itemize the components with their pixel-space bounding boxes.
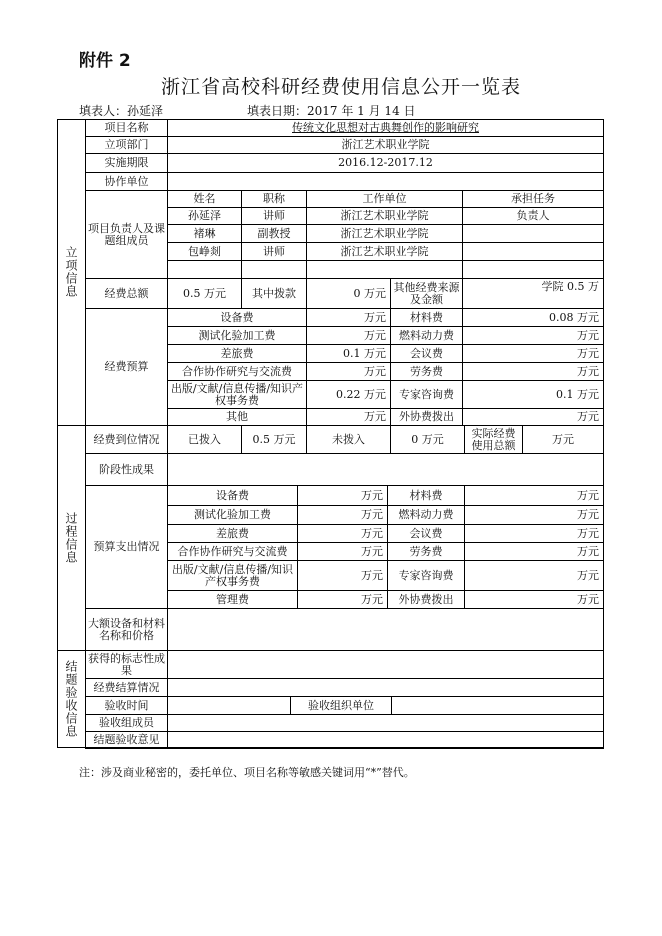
spend-item: 合作协作研究与交流费: [168, 543, 298, 561]
budget-item: 测试化验加工费: [168, 327, 307, 345]
budget-item: 出版/文献/信息传播/知识产权事务费: [168, 381, 307, 409]
label: 结题验收意见: [86, 732, 168, 749]
spend-item: 差旅费: [168, 525, 298, 543]
label: 实际经费使用总额: [465, 426, 523, 454]
label: 协作单位: [86, 173, 168, 191]
section-label: 过程信息: [64, 511, 78, 564]
budget-value: 万元: [307, 327, 391, 345]
label: 未拨入: [307, 426, 391, 454]
section-label: 结题验收信息: [64, 660, 78, 738]
spend-value: 万元: [298, 591, 388, 609]
stage-table: [85, 453, 604, 486]
other-source-value: 学院 0.5 万: [463, 279, 604, 309]
budget-value: 万元: [463, 327, 604, 345]
members-value: [168, 715, 604, 732]
label: 已拨入: [168, 426, 242, 454]
spend-value: 万元: [298, 561, 388, 591]
member-unit: 浙江艺术职业学院: [307, 243, 463, 261]
spend-value: 万元: [465, 543, 604, 561]
label: 实施期限: [86, 154, 168, 173]
spend-item: 专家咨询费: [388, 561, 465, 591]
spend-value: 万元: [465, 525, 604, 543]
label: 获得的标志性成果: [86, 651, 168, 679]
member-title: 讲师: [242, 243, 307, 261]
closing-table: [85, 650, 604, 749]
label: 预算支出情况: [86, 486, 168, 609]
form-body: [85, 119, 604, 749]
member-task: 负责人: [463, 208, 604, 225]
budget-item: 燃料动力费: [391, 327, 463, 345]
member-name: 褚琳: [168, 225, 242, 243]
notin-value: 0 万元: [391, 426, 465, 454]
spend-table: [85, 485, 604, 609]
budget-value: 0.1 万元: [307, 345, 391, 363]
fill-date: 填表日期：2017 年 1 月 14 日: [247, 104, 416, 118]
member-unit: 浙江艺术职业学院: [307, 225, 463, 243]
budget-value: 万元: [307, 309, 391, 327]
dept-value: 浙江艺术职业学院: [168, 137, 604, 154]
label: 经费到位情况: [86, 426, 168, 454]
col-header: 承担任务: [463, 191, 604, 208]
cell: [168, 261, 242, 279]
spend-value: 万元: [298, 486, 388, 506]
large-items-value: [168, 609, 604, 651]
label: 验收时间: [86, 697, 168, 715]
section-process: [57, 425, 86, 651]
budget-value: 0.22 万元: [307, 381, 391, 409]
spend-value: 万元: [465, 506, 604, 525]
budget-item: 材料费: [391, 309, 463, 327]
budget-value: 0.08 万元: [463, 309, 604, 327]
spend-value: 万元: [465, 591, 604, 609]
label: 其他经费来源及金额: [391, 279, 463, 309]
budget-item: 差旅费: [168, 345, 307, 363]
budget-table: [85, 308, 604, 426]
col-header: 工作单位: [307, 191, 463, 208]
budget-value: 0.1 万元: [463, 381, 604, 409]
project-name: [168, 120, 604, 137]
label: 经费结算情况: [86, 679, 168, 697]
settle-value: [168, 679, 604, 697]
member-name: 包峥剡: [168, 243, 242, 261]
member-name: 孙延泽: [168, 208, 242, 225]
member-task: [463, 225, 604, 243]
budget-item: 合作协作研究与交流费: [168, 363, 307, 381]
budget-item: 劳务费: [391, 363, 463, 381]
member-task: [463, 243, 604, 261]
arrival-table: [85, 425, 604, 454]
section-project: [57, 119, 86, 426]
label: 阶段性成果: [86, 454, 168, 486]
budget-value: 万元: [463, 345, 604, 363]
label: 验收组织单位: [291, 697, 392, 715]
label: 大额设备和材料名称和价格: [86, 609, 168, 651]
time-value: [168, 697, 291, 715]
stage-value: [168, 454, 604, 486]
org-value: [392, 697, 604, 715]
spend-item: 劳务费: [388, 543, 465, 561]
spend-item: 外协费拨出: [388, 591, 465, 609]
large-items-table: [85, 608, 604, 651]
label: 立项部门: [86, 137, 168, 154]
budget-item: 会议费: [391, 345, 463, 363]
spend-item: 出版/文献/信息传播/知识产权事务费: [168, 561, 298, 591]
alloc-value: 0 万元: [307, 279, 391, 309]
filler-name: 填表人：孙延泽: [79, 104, 164, 118]
budget-item: 其他: [168, 409, 307, 426]
col-header: 职称: [242, 191, 307, 208]
period-value: 2016.12-2017.12: [168, 154, 604, 173]
spend-value: 万元: [465, 561, 604, 591]
member-title: 副教授: [242, 225, 307, 243]
label: 项目名称: [86, 120, 168, 137]
opinion-value: [168, 732, 604, 749]
spend-value: 万元: [298, 506, 388, 525]
spend-item: 管理费: [168, 591, 298, 609]
attachment-label: 附件 2: [79, 51, 131, 71]
budget-item: 专家咨询费: [391, 381, 463, 409]
footnote: 注：涉及商业秘密的，委托单位、项目名称等敏感关键词用“*”替代。: [79, 766, 415, 779]
budget-item: 设备费: [168, 309, 307, 327]
spend-value: 万元: [465, 486, 604, 506]
actual-value: 万元: [523, 426, 604, 454]
spend-value: 万元: [298, 543, 388, 561]
spend-item: 设备费: [168, 486, 298, 506]
section-closing: [57, 650, 86, 748]
spend-item: 燃料动力费: [388, 506, 465, 525]
section-label: 立项信息: [64, 246, 78, 298]
budget-value: 万元: [463, 363, 604, 381]
achieve-value: [168, 651, 604, 679]
coop-value: [168, 173, 604, 191]
budget-value: 万元: [307, 363, 391, 381]
label: 其中拨款: [242, 279, 307, 309]
col-header: 姓名: [168, 191, 242, 208]
spend-item: 会议费: [388, 525, 465, 543]
label: 项目负责人及课题组成员: [86, 191, 168, 279]
label: 验收组成员: [86, 715, 168, 732]
members-table: [85, 190, 604, 309]
spend-item: 材料费: [388, 486, 465, 506]
page-title: 浙江省高校科研经费使用信息公开一览表: [160, 76, 521, 98]
spend-item: 测试化验加工费: [168, 506, 298, 525]
cell: [463, 261, 604, 279]
spend-value: 万元: [298, 525, 388, 543]
budget-item: 外协费拨出: [391, 409, 463, 426]
label: 经费总额: [86, 279, 168, 309]
project-name-text: 传统文化思想对古典舞创作的影响研究: [292, 121, 479, 134]
budget-value: 万元: [307, 409, 391, 426]
member-title: 讲师: [242, 208, 307, 225]
total-value: 0.5 万元: [168, 279, 242, 309]
cell: [307, 261, 463, 279]
label: 经费预算: [86, 309, 168, 426]
member-unit: 浙江艺术职业学院: [307, 208, 463, 225]
in-value: 0.5 万元: [242, 426, 307, 454]
budget-value: 万元: [463, 409, 604, 426]
cell: [242, 261, 307, 279]
project-basic-table: [85, 119, 604, 191]
